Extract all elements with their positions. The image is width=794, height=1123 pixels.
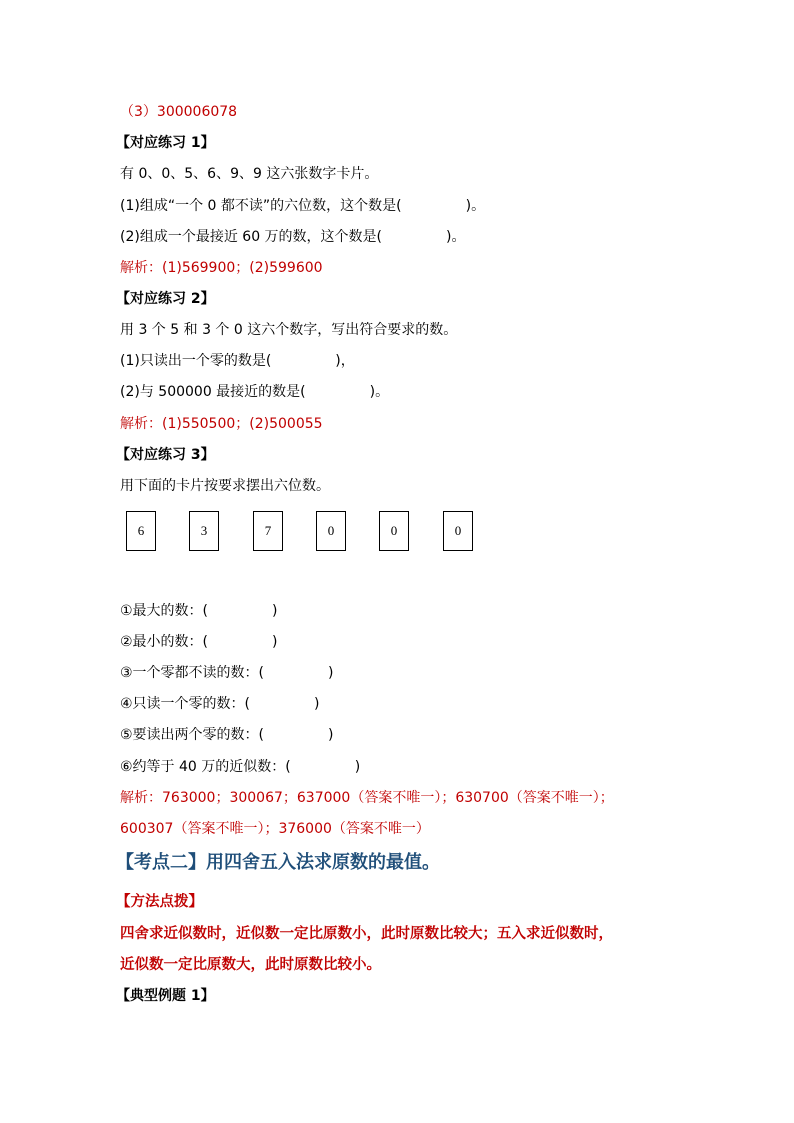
exercise-3-q6: ⑥约等于 40 万的近似数：( ) — [120, 759, 361, 775]
exercise-1-answer: 解析：(1)569900；(2)599600 — [120, 260, 323, 276]
exercise-3-answer-line-2: 600307（答案不唯一）；376000（答案不唯一） — [120, 821, 430, 837]
digit-card: 6 — [126, 511, 156, 551]
section-heading-point-two: 【考点二】用四舍五入法求原数的最值。 — [116, 852, 440, 873]
exercise-2-stem: 用 3 个 5 和 3 个 0 这六个数字，写出符合要求的数。 — [120, 322, 458, 338]
exercise-3-title: 【对应练习 3】 — [116, 447, 215, 463]
exercise-2-title: 【对应练习 2】 — [116, 291, 215, 307]
method-tip-title: 【方法点拨】 — [116, 894, 203, 910]
exercise-3-stem: 用下面的卡片按要求摆出六位数。 — [120, 478, 330, 494]
exercise-3-q3: ③一个零都不读的数：( ) — [120, 665, 334, 681]
digit-card: 0 — [379, 511, 409, 551]
exercise-3-q4: ④只读一个零的数：( ) — [120, 696, 320, 712]
exercise-1-q2: (2)组成一个最接近 60 万的数，这个数是( )。 — [120, 229, 466, 245]
exercise-2-q2: (2)与 500000 最接近的数是( )。 — [120, 384, 390, 400]
exercise-3-q5: ⑤要读出两个零的数：( ) — [120, 727, 334, 743]
exercise-3-q2: ②最小的数：( ) — [120, 634, 278, 650]
method-tip-line-1: 四舍求近似数时，近似数一定比原数小，此时原数比较大；五入求近似数时， — [120, 926, 613, 942]
example-1-title: 【典型例题 1】 — [116, 988, 215, 1004]
exercise-3-answer-line-1: 解析：763000；300067；637000（答案不唯一）；630700（答案不唯一）； — [120, 790, 614, 806]
digit-card: 7 — [253, 511, 283, 551]
digit-card: 0 — [443, 511, 473, 551]
answer-prev: （3）300006078 — [120, 104, 238, 120]
exercise-2-q1: (1)只读出一个零的数是( )， — [120, 353, 355, 369]
exercise-1-q1: (1)组成“一个 0 都不读”的六位数，这个数是( )。 — [120, 198, 486, 214]
exercise-1-stem: 有 0、0、5、6、9、9 这六张数字卡片。 — [120, 166, 379, 182]
digit-card: 0 — [316, 511, 346, 551]
exercise-2-answer: 解析：(1)550500；(2)500055 — [120, 416, 323, 432]
exercise-3-q1: ①最大的数：( ) — [120, 603, 278, 619]
exercise-1-title: 【对应练习 1】 — [116, 135, 215, 151]
method-tip-line-2: 近似数一定比原数大，此时原数比较小。 — [120, 957, 381, 973]
digit-card: 3 — [189, 511, 219, 551]
